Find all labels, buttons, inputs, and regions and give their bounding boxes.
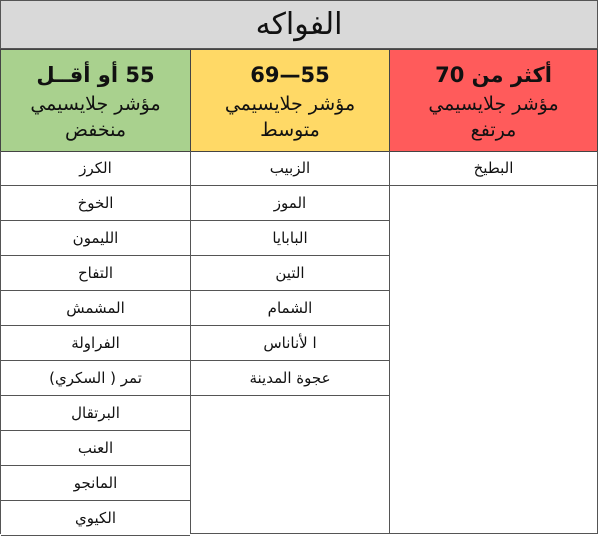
column-medium-gi xyxy=(190,151,390,534)
header-low-label: مؤشر جلايسيمي xyxy=(30,92,161,115)
header-medium-label: مؤشر جلايسيمي xyxy=(224,92,356,115)
list-item: ا لأناناس xyxy=(191,326,389,361)
header-high-label: مؤشر جلايسيمي xyxy=(428,92,559,115)
list-item: الليمون xyxy=(1,221,190,256)
list-item: تمر ( السكري) xyxy=(1,361,190,396)
column-high-gi xyxy=(389,151,598,534)
list-item: الكيوي xyxy=(1,501,190,536)
header-medium-range: 55—69 xyxy=(250,62,330,87)
header-low-range: 55 أو أقــل xyxy=(36,62,155,87)
table-title: الفواكه xyxy=(255,7,343,42)
header-high-level: مرتفع xyxy=(470,118,517,141)
list-item: التفاح xyxy=(1,256,190,291)
header-medium-level: متوسط xyxy=(260,118,320,141)
list-item: البطيخ xyxy=(390,151,597,186)
list-item: التين xyxy=(191,256,389,291)
list-item: العنب xyxy=(1,431,190,466)
list-item: المانجو xyxy=(1,466,190,501)
list-item: المشمش xyxy=(1,291,190,326)
list-item: البرتقال xyxy=(1,396,190,431)
header-high-gi xyxy=(389,49,598,152)
header-medium-gi xyxy=(190,49,390,152)
header-low-gi xyxy=(0,49,191,152)
list-item: البابايا xyxy=(191,221,389,256)
header-high-range: أكثر من 70 xyxy=(435,62,552,87)
list-item: عجوة المدينة xyxy=(191,361,389,396)
column-low-gi xyxy=(0,151,191,534)
list-item: الشمام xyxy=(191,291,389,326)
list-item: الكرز xyxy=(1,151,190,186)
header-low-level: منخفض xyxy=(64,118,127,141)
table-title-bar xyxy=(0,0,598,49)
list-item: الخوخ xyxy=(1,186,190,221)
list-item: الموز xyxy=(191,186,389,221)
list-item: الفراولة xyxy=(1,326,190,361)
list-item: الزبيب xyxy=(191,151,389,186)
